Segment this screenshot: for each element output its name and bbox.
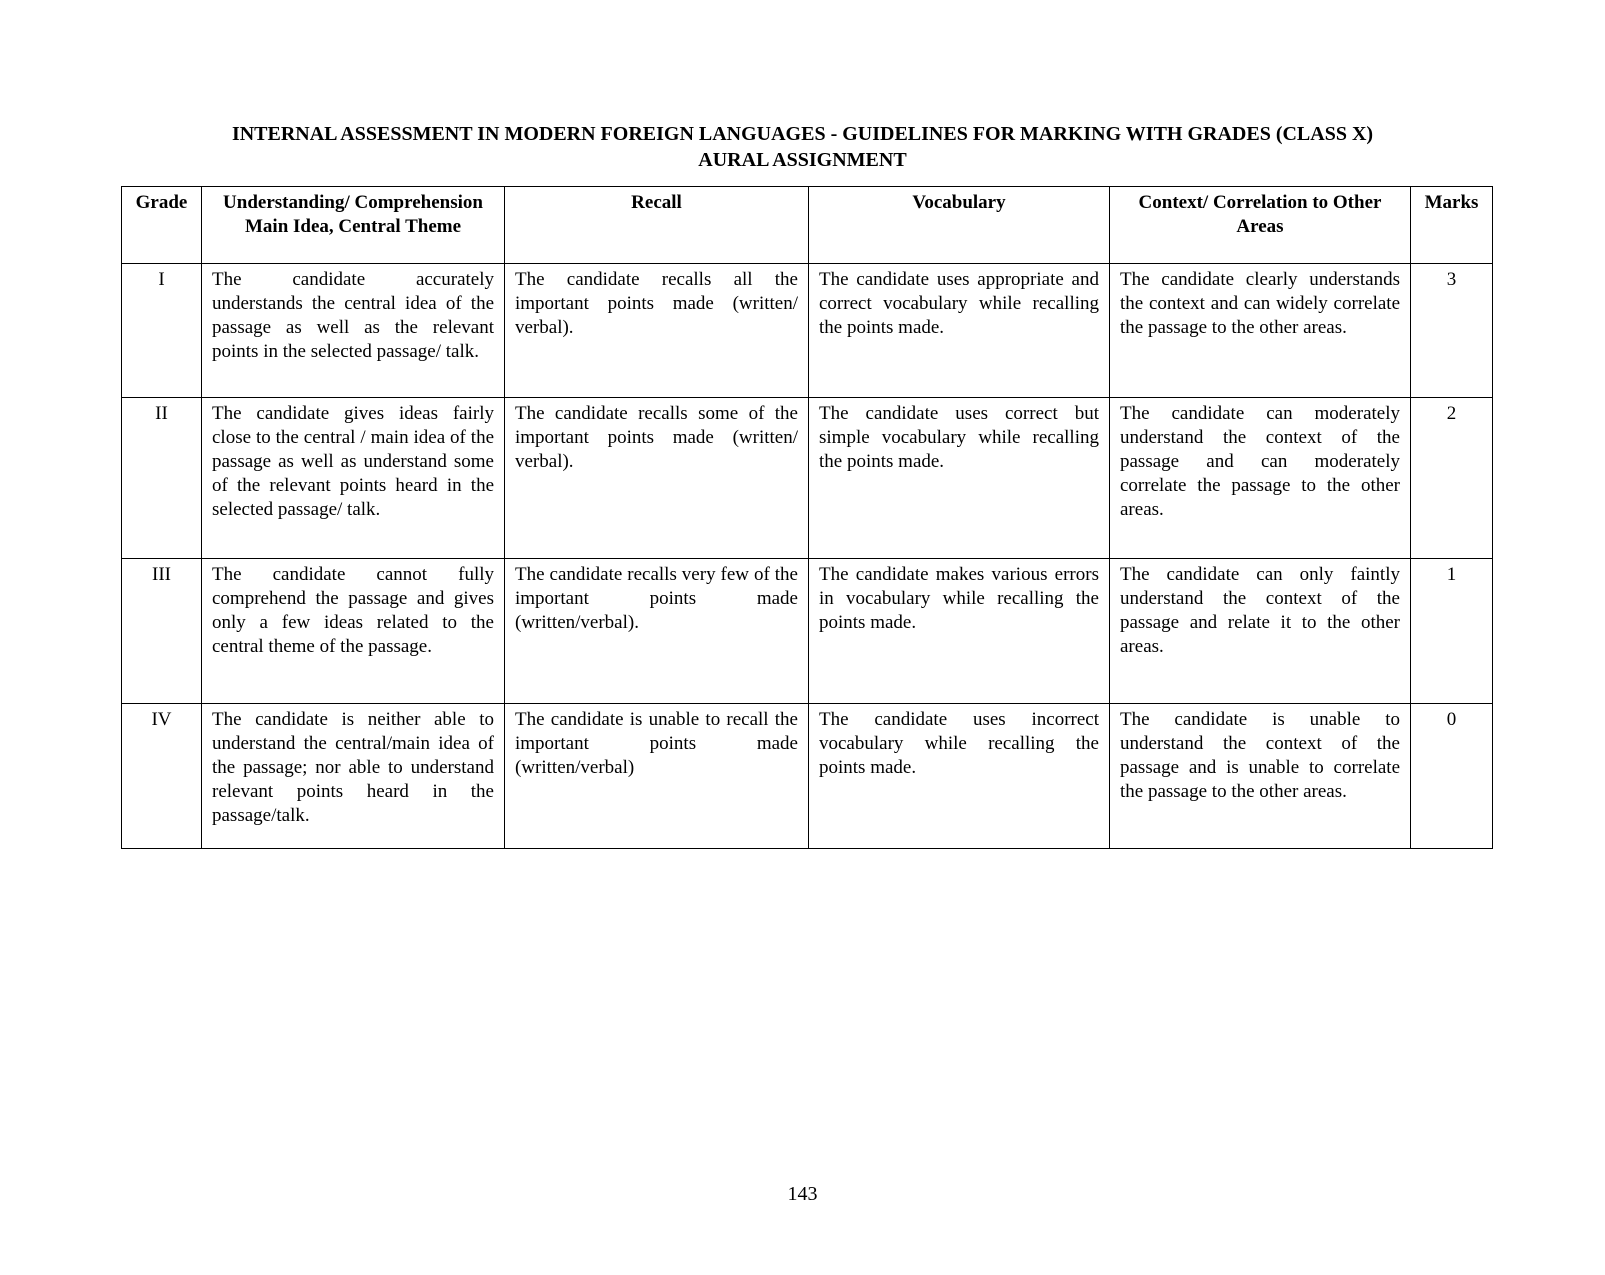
- marks-cell: 0: [1411, 704, 1493, 849]
- table-row: [122, 559, 1493, 704]
- recall-cell: The candidate recalls all the important points made (written/ verbal).: [505, 264, 809, 398]
- understanding-cell: The candidate accurately understands the central idea of the passage as well as the relevant points in the selected passage/ talk.: [202, 264, 505, 398]
- header-understanding: Understanding/ Comprehension Main Idea, Central Theme: [202, 187, 505, 264]
- page-number: 143: [787, 1183, 818, 1205]
- table-row: [122, 704, 1493, 849]
- vocabulary-cell: The candidate uses appropriate and correct vocabulary while recalling the points made.: [809, 264, 1110, 398]
- grade-cell: II: [122, 398, 202, 559]
- table-row: [122, 398, 1493, 559]
- understanding-cell: The candidate is neither able to understand the central/main idea of the passage; nor able to understand relevant points heard in the passage/talk.: [202, 704, 505, 849]
- context-cell: The candidate is unable to understand the context of the passage and is unable to correlate the passage to the other areas.: [1110, 704, 1411, 849]
- recall-cell: The candidate is unable to recall the important points made (written/verbal): [505, 704, 809, 849]
- understanding-cell: The candidate gives ideas fairly close to the central / main idea of the passage as well as understand some of the relevant points heard in the selected passage/ talk.: [202, 398, 505, 559]
- context-cell: The candidate can moderately understand the context of the passage and can moderately correlate the passage to the other areas.: [1110, 398, 1411, 559]
- marks-cell: 1: [1411, 559, 1493, 704]
- marks-cell: 2: [1411, 398, 1493, 559]
- vocabulary-cell: The candidate makes various errors in vocabulary while recalling the points made.: [809, 559, 1110, 704]
- vocabulary-cell: The candidate uses correct but simple vocabulary while recalling the points made.: [809, 398, 1110, 559]
- context-cell: The candidate can only faintly understand the context of the passage and relate it to the other areas.: [1110, 559, 1411, 704]
- header-grade: Grade: [122, 187, 202, 264]
- vocabulary-cell: The candidate uses incorrect vocabulary while recalling the points made.: [809, 704, 1110, 849]
- marks-cell: 3: [1411, 264, 1493, 398]
- grading-rubric-table: [121, 186, 1493, 849]
- grade-cell: IV: [122, 704, 202, 849]
- grade-cell: III: [122, 559, 202, 704]
- header-context: Context/ Correlation to Other Areas: [1110, 187, 1411, 264]
- recall-cell: The candidate recalls some of the important points made (written/ verbal).: [505, 398, 809, 559]
- header-marks: Marks: [1411, 187, 1493, 264]
- understanding-cell: The candidate cannot fully comprehend the passage and gives only a few ideas related to the central theme of the passage.: [202, 559, 505, 704]
- table-row: [122, 264, 1493, 398]
- header-vocabulary: Vocabulary: [809, 187, 1110, 264]
- document-subtitle: AURAL ASSIGNMENT: [698, 149, 907, 171]
- grade-cell: I: [122, 264, 202, 398]
- document-title: INTERNAL ASSESSMENT IN MODERN FOREIGN LANGUAGES - GUIDELINES FOR MARKING WITH GRADES (CLASS X): [231, 123, 1374, 145]
- recall-cell: The candidate recalls very few of the important points made (written/verbal).: [505, 559, 809, 704]
- header-recall: Recall: [505, 187, 809, 264]
- table-header-row: [122, 187, 1493, 264]
- context-cell: The candidate clearly understands the context and can widely correlate the passage to the other areas.: [1110, 264, 1411, 398]
